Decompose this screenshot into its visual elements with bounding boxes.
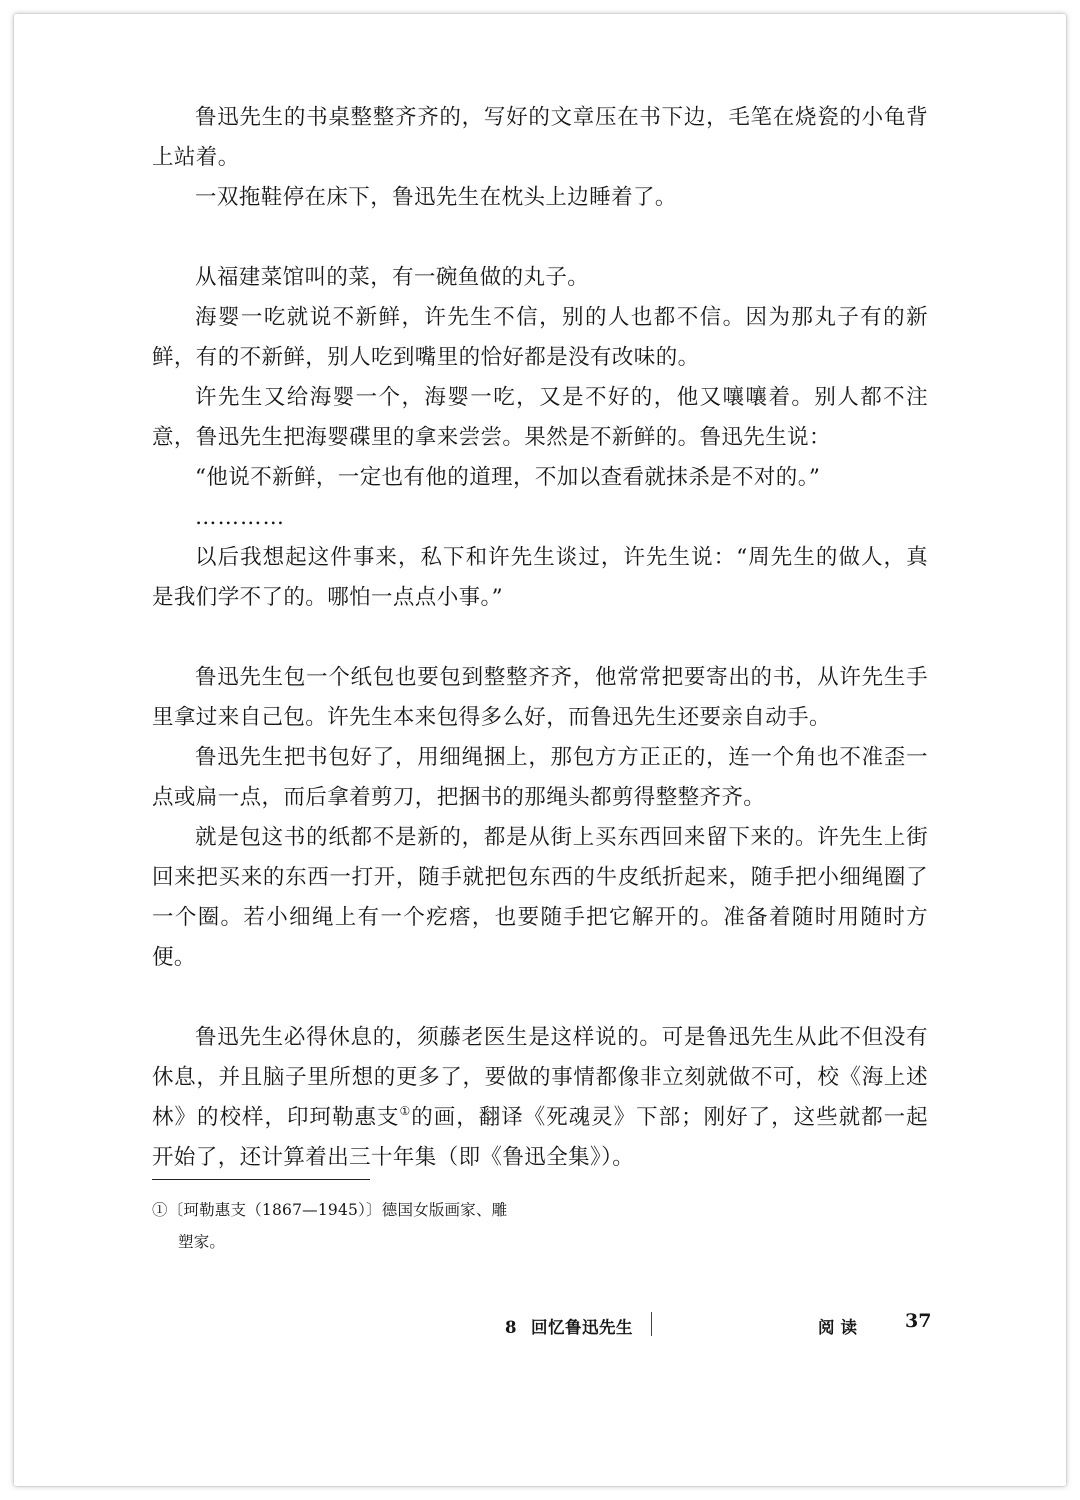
section-break [152,978,928,1018]
footnote-text: 塑家。 [178,1233,226,1251]
paragraph: 许先生又给海婴一个，海婴一吃，又是不好的，他又嚷嚷着。别人都不注意，鲁迅先生把海婴碟里的拿来尝尝。果然是不新鲜的。鲁迅先生说： [152,385,928,450]
footer-divider [651,1312,652,1336]
section-break [152,618,928,658]
chapter-label [505,1314,633,1338]
quote-paragraph: “他说不新鲜，一定也有他的道理，不加以查看就抹杀是不对的。” [195,465,821,490]
footnote-marker[interactable]: ① [399,1104,412,1118]
page-number: 37 [905,1310,932,1332]
footnote-text: ①〔珂勒惠支（1867—1945）〕德国女版画家、雕 [152,1201,508,1219]
footnote [152,1194,532,1258]
chapter-number: 8 [505,1318,517,1337]
paragraph: 从福建菜馆叫的菜，有一碗鱼做的丸子。 [195,265,590,290]
article-body [152,98,928,1178]
section-break [152,218,928,258]
ellipsis-line: ………… [195,505,285,530]
paragraph: 鲁迅先生把书包好了，用细绳捆上，那包方方正正的，连一个角也不准歪一点或扁一点，而后拿着剪刀，把捆书的那绳头都剪得整整齐齐。 [152,745,928,810]
chapter-title: 回忆鲁迅先生 [530,1318,633,1337]
section-label: 阅读 [818,1318,863,1337]
paragraph-text: 的画，翻译《死魂灵》下部；刚好了，这些就都一起开始了，还计算着出三十年集（即《鲁迅全集》）。 [152,1105,929,1170]
footnote-rule [152,1179,370,1180]
paragraph: 就是包这书的纸都不是新的，都是从街上买东西回来留下来的。许先生上街回来把买来的东西一打开，随手就把包东西的牛皮纸折起来，随手把小细绳圈了一个圈。若小细绳上有一个疙瘩，也要随手把它解开的。准备着随时用随时方便。 [152,825,928,970]
paragraph: 鲁迅先生的书桌整整齐齐的，写好的文章压在书下边，毛笔在烧瓷的小龟背上站着。 [152,105,928,170]
paragraph: 海婴一吃就说不新鲜，许先生不信，别的人也都不信。因为那丸子有的新鲜，有的不新鲜，别人吃到嘴里的恰好都是没有改味的。 [152,305,928,370]
page-footer [0,1310,1080,1340]
paragraph: 以后我想起这件事来，私下和许先生谈过，许先生说：“周先生的做人，真是我们学不了的。哪怕一点点小事。” [152,545,928,610]
paragraph-text: 鲁迅先生必得休息的，须藤老医生是这样说的。可是鲁迅先生从此不但没有休息，并且脑子里所想的更多了，要做的事情都像非立刻就做不可，校《海上述林》的校样，印珂勒惠支 [152,1025,928,1130]
paragraph-with-footnote [152,1018,928,1178]
paragraph: 一双拖鞋停在床下，鲁迅先生在枕头上边睡着了。 [195,185,677,210]
paragraph: 鲁迅先生包一个纸包也要包到整整齐齐，他常常把要寄出的书，从许先生手里拿过来自己包。许先生本来包得多么好，而鲁迅先生还要亲自动手。 [152,665,928,730]
